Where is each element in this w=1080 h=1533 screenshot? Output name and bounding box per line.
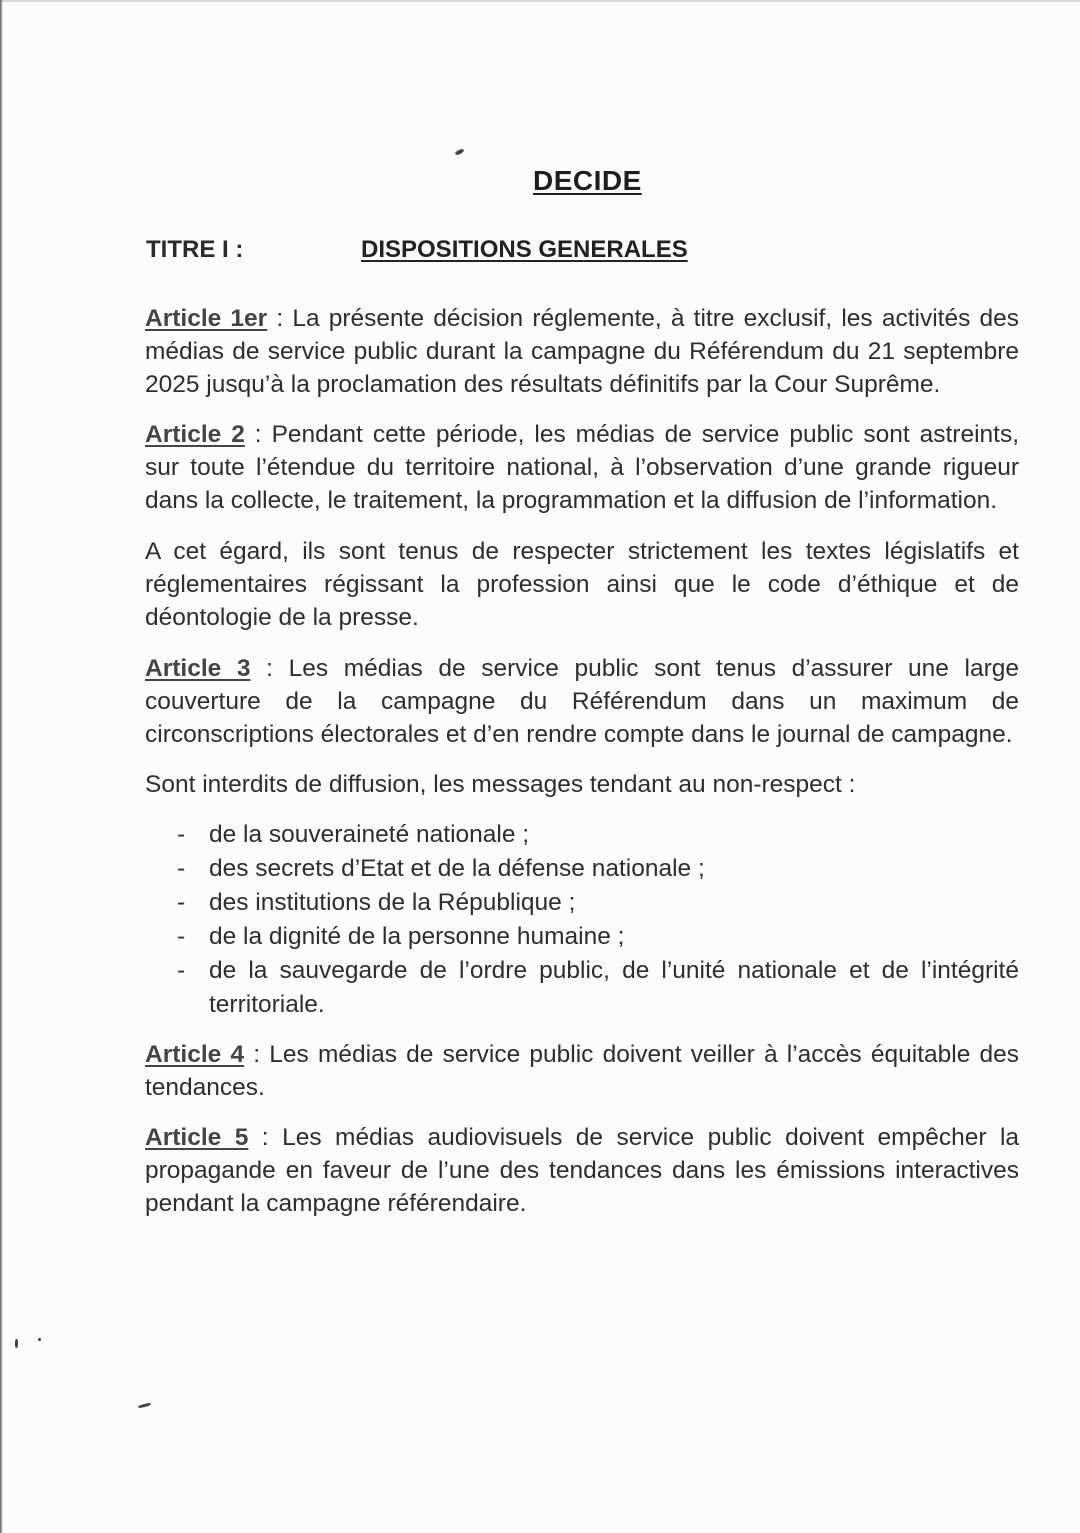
list-item [175,920,1019,954]
article-5 [145,1121,1019,1220]
article-3-paragraph: Sont interdits de diffusion, les messages tendant au non-respect : [145,771,856,798]
list-item-text: de la sauvegarde de l’ordre public, de l’unité nationale et de l’intégrité territoriale. [209,957,1019,1018]
list-item [175,818,1019,852]
list-dash: - [177,923,186,950]
article-3 [145,652,1019,751]
list-dash: - [177,855,186,882]
article-4-separator: : [244,1041,270,1068]
scan-top-edge [0,0,1080,2]
article-5-label: Article 5 [145,1124,249,1151]
list-item-text: de la dignité de la personne humaine ; [209,923,625,950]
article-5-separator: : [248,1124,283,1151]
list-item-text: des institutions de la République ; [209,889,576,916]
article-1-label: Article 1er [145,305,268,332]
list-item-text: de la souveraineté nationale ; [209,821,530,848]
article-4-text: Les médias de service public doivent veiller à l’accès équitable des tendances. [145,1041,1020,1101]
article-1-separator: : [267,305,293,332]
list-item-text: des secrets d’Etat et de la défense nationale ; [209,855,705,882]
list-item [175,954,1019,1022]
list-item [175,886,1019,920]
article-2-separator: : [244,421,272,448]
scan-speck [455,148,465,155]
scan-left-edge [0,0,3,1533]
article-2-paragraph: A cet égard, ils sont tenus de respecter strictement les textes législatifs et réglementaires régissant la profession ainsi que le code d’éthique et de déontologie de la presse. [145,538,1019,631]
article-2-label: Article 2 [145,421,245,448]
list-dash: - [177,889,186,916]
article-2 [145,418,1019,517]
titre-heading: DISPOSITIONS GENERALES [361,236,688,263]
article-1 [145,302,1019,401]
scan-speck [15,1339,18,1348]
article-4 [145,1038,1019,1104]
article-3-separator: : [250,655,289,682]
article-3-text: Les médias de service public sont tenus d’assurer une large couverture de la campagne du Référendum dans un maximum de circonscriptions électorales et d’en rendre compte dans le journal de campagne. [145,655,1019,748]
list-dash: - [177,821,186,848]
list-item [175,852,1019,886]
scan-speck [38,1338,41,1341]
article-2-text: Pendant cette période, les médias de service public sont astreints, sur toute l’étendue du territoire national, à l’observation d’une grande rigueur dans la collecte, le traitement, la programmation et la diffusion de l’information. [145,421,1020,514]
list-dash: - [177,957,186,984]
scan-speck [138,1402,151,1408]
article-1-text: La présente décision réglemente, à titre exclusif, les activités des médias de service public durant la campagne du Référendum du 21 septembre 2025 jusqu’à la proclamation des résultats définitifs par la Cour Suprême. [145,305,1019,398]
article-5-text: Les médias audiovisuels de service public doivent empêcher la propagande en faveur de l’une des tendances dans les émissions interactives pendant la campagne référendaire. [145,1124,1020,1217]
article-4-label: Article 4 [145,1041,245,1068]
article-3-label: Article 3 [145,655,251,682]
titre-label: TITRE I : [146,236,244,263]
decision-heading: DECIDE [533,165,642,196]
prohibited-messages-list [175,818,1019,1022]
